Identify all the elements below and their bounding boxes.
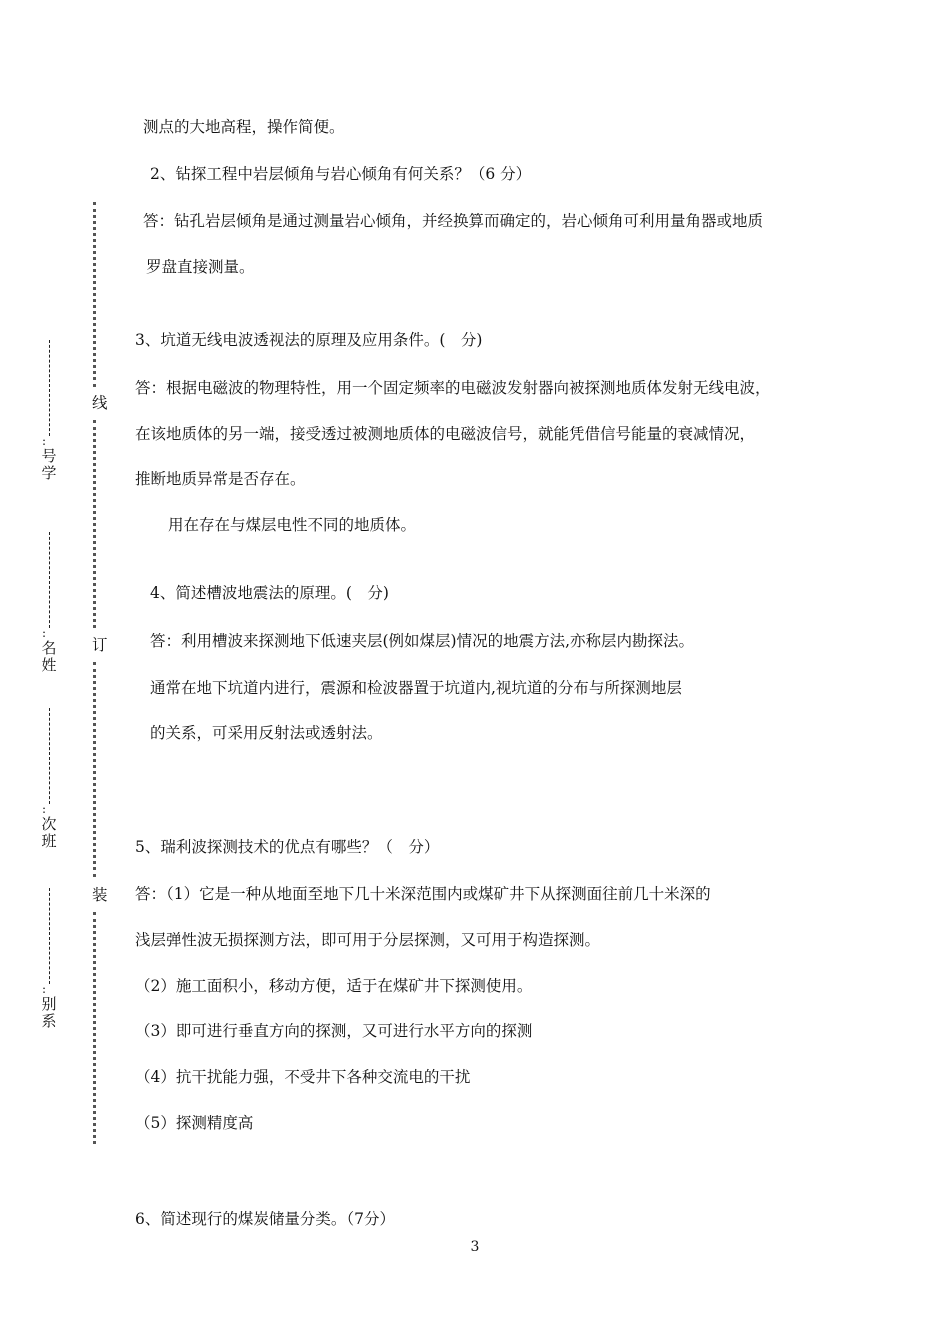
field-dashes — [49, 532, 50, 628]
answer-line: （5）探测精度高 — [135, 1114, 254, 1132]
answer-line: 罗盘直接测量。 — [146, 258, 255, 276]
answer-line: 推断地质异常是否存在。 — [135, 470, 306, 488]
binding-dotted-line-bottom — [93, 912, 96, 1144]
answer-line: （2）施工面积小，移动方便，适于在煤矿井下探测使用。 — [135, 977, 533, 995]
answer-line: （3）即可进行垂直方向的探测，又可进行水平方向的探测 — [135, 1022, 533, 1040]
field-dashes — [49, 340, 50, 436]
question-2: 2、钻探工程中岩层倾角与岩心倾角有何关系？（6 分） — [150, 165, 532, 183]
field-colon: : — [41, 434, 47, 448]
field-label: 名姓 — [41, 639, 57, 674]
answer-line: 在该地质体的另一端，接受透过被测地质体的电磁波信号，就能凭借信号能量的衰减情况， — [135, 425, 756, 443]
binding-char-xian: 线 — [92, 394, 108, 412]
page-number: 3 — [470, 1239, 480, 1255]
answer-line: 答：钻孔岩层倾角是通过测量岩心倾角，并经换算而确定的，岩心倾角可利用量角器或地质 — [143, 212, 764, 230]
binding-char-zhuang: 装 — [92, 886, 108, 904]
field-label: 次班 — [41, 815, 57, 850]
field-label: 别系 — [41, 995, 57, 1030]
answer-line: 答：根据电磁波的物理特性，用一个固定频率的电磁波发射器向被探测地质体发射无线电波， — [135, 379, 771, 397]
binding-dotted-line-mid1 — [93, 420, 96, 628]
field-label: 号学 — [41, 447, 57, 482]
binding-char-ding: 订 — [92, 636, 108, 654]
question-3: 3、坑道无线电波透视法的原理及应用条件。( 分) — [135, 331, 483, 349]
class-field[interactable] — [38, 708, 60, 850]
student-id-field[interactable] — [38, 340, 60, 482]
answer-line: 通常在地下坑道内进行，震源和检波器置于坑道内,视坑道的分布与所探测地层 — [150, 679, 682, 697]
text-line: 测点的大地高程，操作简便。 — [143, 118, 345, 136]
binding-dotted-line-top — [93, 202, 96, 387]
field-colon: : — [41, 802, 47, 816]
answer-line: （4）抗干扰能力强，不受井下各种交流电的干扰 — [135, 1068, 471, 1086]
question-6: 6、简述现行的煤炭储量分类。（7分） — [135, 1210, 395, 1228]
field-dashes — [49, 888, 50, 984]
field-dashes — [49, 708, 50, 804]
answer-line: 答：利用槽波来探测地下低速夹层(例如煤层)情况的地震方法,亦称层内勘探法。 — [150, 632, 695, 650]
field-colon: : — [41, 626, 47, 640]
field-colon: : — [41, 982, 47, 996]
binding-dotted-line-mid2 — [93, 662, 96, 877]
name-field[interactable] — [38, 532, 60, 674]
answer-line: 的关系，可采用反射法或透射法。 — [150, 724, 383, 742]
answer-line: 答：（1）它是一种从地面至地下几十米深范围内或煤矿井下从探测面往前几十米深的 — [135, 885, 711, 903]
question-5: 5、瑞利波探测技术的优点有哪些？（ 分） — [135, 838, 440, 856]
department-field[interactable] — [38, 888, 60, 1030]
question-4: 4、简述槽波地震法的原理。( 分) — [150, 584, 389, 602]
answer-line: 用在存在与煤层电性不同的地质体。 — [168, 516, 417, 534]
answer-line: 浅层弹性波无损探测方法，即可用于分层探测，又可用于构造探测。 — [135, 931, 601, 949]
